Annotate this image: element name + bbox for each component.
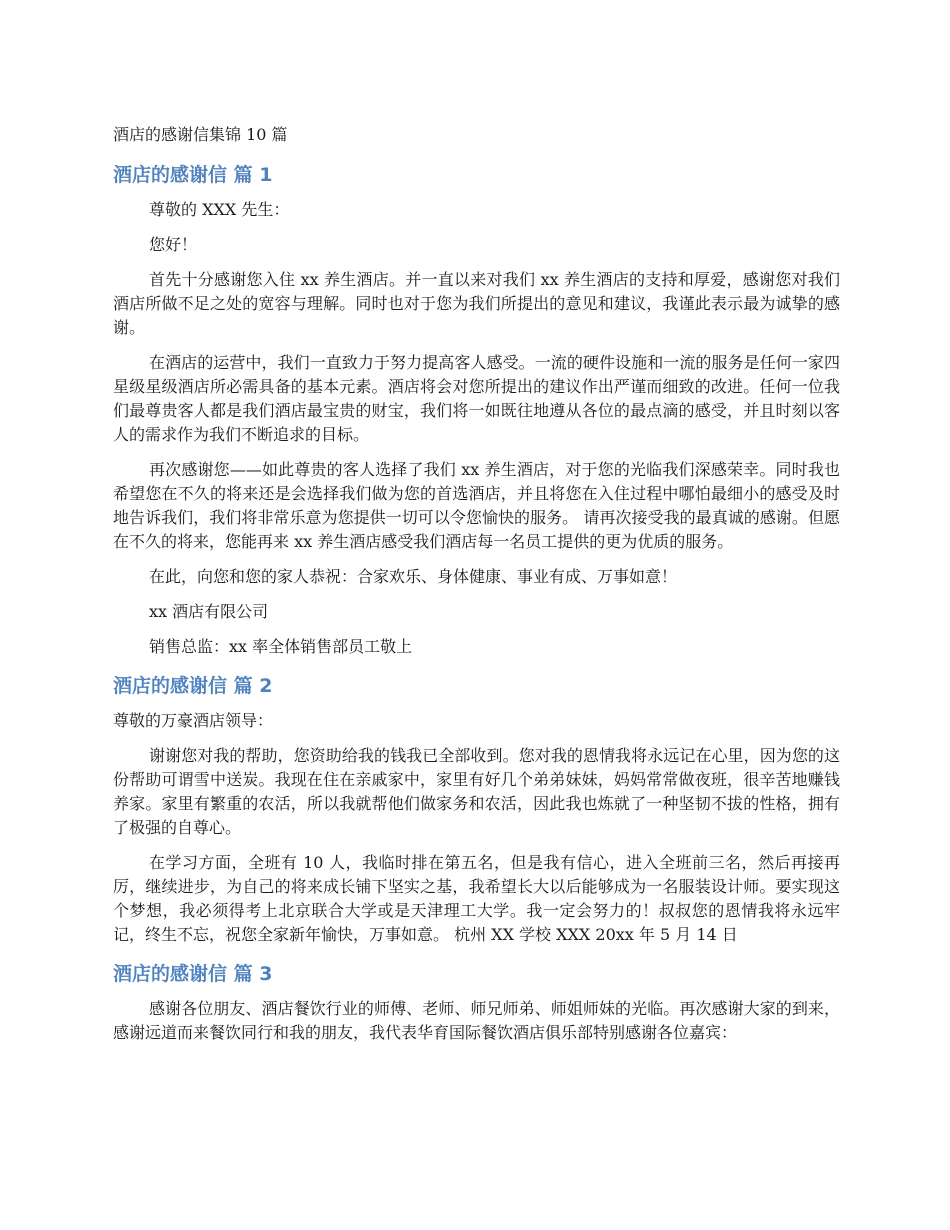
signature-company: xx 酒店有限公司	[149, 602, 269, 621]
section-heading-3: 酒店的感谢信 篇 3	[113, 963, 273, 985]
body-paragraph: 首先十分感谢您入住 xx 养生酒店。并一直以来对我们 xx 养生酒店的支持和厚爱，感谢您对我们酒店所做不足之处的宽容与理解。同时也对于您为我们所提出的意见和建议，我谨此表示最为诚挚的感谢。	[113, 270, 840, 337]
body-paragraph: 再次感谢您——如此尊贵的客人选择了我们 xx 养生酒店，对于您的光临我们深感荣幸。同时我也希望您在不久的将来还是会选择我们做为您的首选酒店，并且将您在入住过程中哪怕最细小的感受及时地告诉我们，我们将非常乐意为您提供一切可以令您愉快的服务。 请再次接受我的最真诚的感谢。但愿在不久的将来，您能再来 xx 养生酒店感受我们酒店每一名员工提供的更为优质的服务。	[113, 460, 840, 551]
salutation: 尊敬的万豪酒店领导：	[113, 711, 274, 730]
body-paragraph: 谢谢您对我的帮助，您资助给我的钱我已全部收到。您对我的恩情我将永远记在心里，因为您的这份帮助可谓雪中送炭。我现在住在亲戚家中，家里有好几个弟弟妹妹，妈妈常常做夜班，很辛苦地赚钱养家。家里有繁重的农活，所以我就帮他们做家务和农活，因此我也炼就了一种坚韧不拔的性格，拥有了极强的自尊心。	[113, 746, 840, 837]
signature-sender: 销售总监：xx 率全体销售部员工敬上	[149, 637, 413, 656]
document-title: 酒店的感谢信集锦 10 篇	[113, 125, 288, 144]
section-heading-1: 酒店的感谢信 篇 1	[113, 164, 273, 186]
body-paragraph: 在学习方面，全班有 10 人，我临时排在第五名，但是我有信心，进入全班前三名，然后再接再厉，继续进步，为自己的将来成长铺下坚实之基，我希望长大以后能够成为一名服装设计师。要实现这个梦想，我必须得考上北京联合大学或是天津理工大学。我一定会努力的！叔叔您的恩情我将永远牢记，终生不忘，祝您全家新年愉快，万事如意。 杭州 XX 学校 XXX 20xx 年 5 月 14 日	[113, 853, 840, 944]
salutation: 尊敬的 XXX 先生：	[149, 200, 290, 219]
section-heading-2: 酒店的感谢信 篇 2	[113, 675, 273, 697]
document-page	[113, 122, 840, 1056]
greeting: 您好！	[149, 235, 198, 254]
closing-wishes: 在此，向您和您的家人恭祝：合家欢乐、身体健康、事业有成、万事如意！	[149, 567, 678, 586]
body-paragraph: 感谢各位朋友、酒店餐饮行业的师傅、老师、师兄师弟、师姐师妹的光临。再次感谢大家的到来，感谢远道而来餐饮同行和我的朋友，我代表华育国际餐饮酒店俱乐部特别感谢各位嘉宾：	[113, 999, 840, 1042]
body-paragraph: 在酒店的运营中，我们一直致力于努力提高客人感受。一流的硬件设施和一流的服务是任何一家四星级星级酒店所必需具备的基本元素。酒店将会对您所提出的建议作出严谨而细致的改进。任何一位我们最尊贵客人都是我们酒店最宝贵的财宝，我们将一如既往地遵从各位的最点滴的感受，并且时刻以客人的需求作为我们不断追求的目标。	[113, 353, 840, 444]
